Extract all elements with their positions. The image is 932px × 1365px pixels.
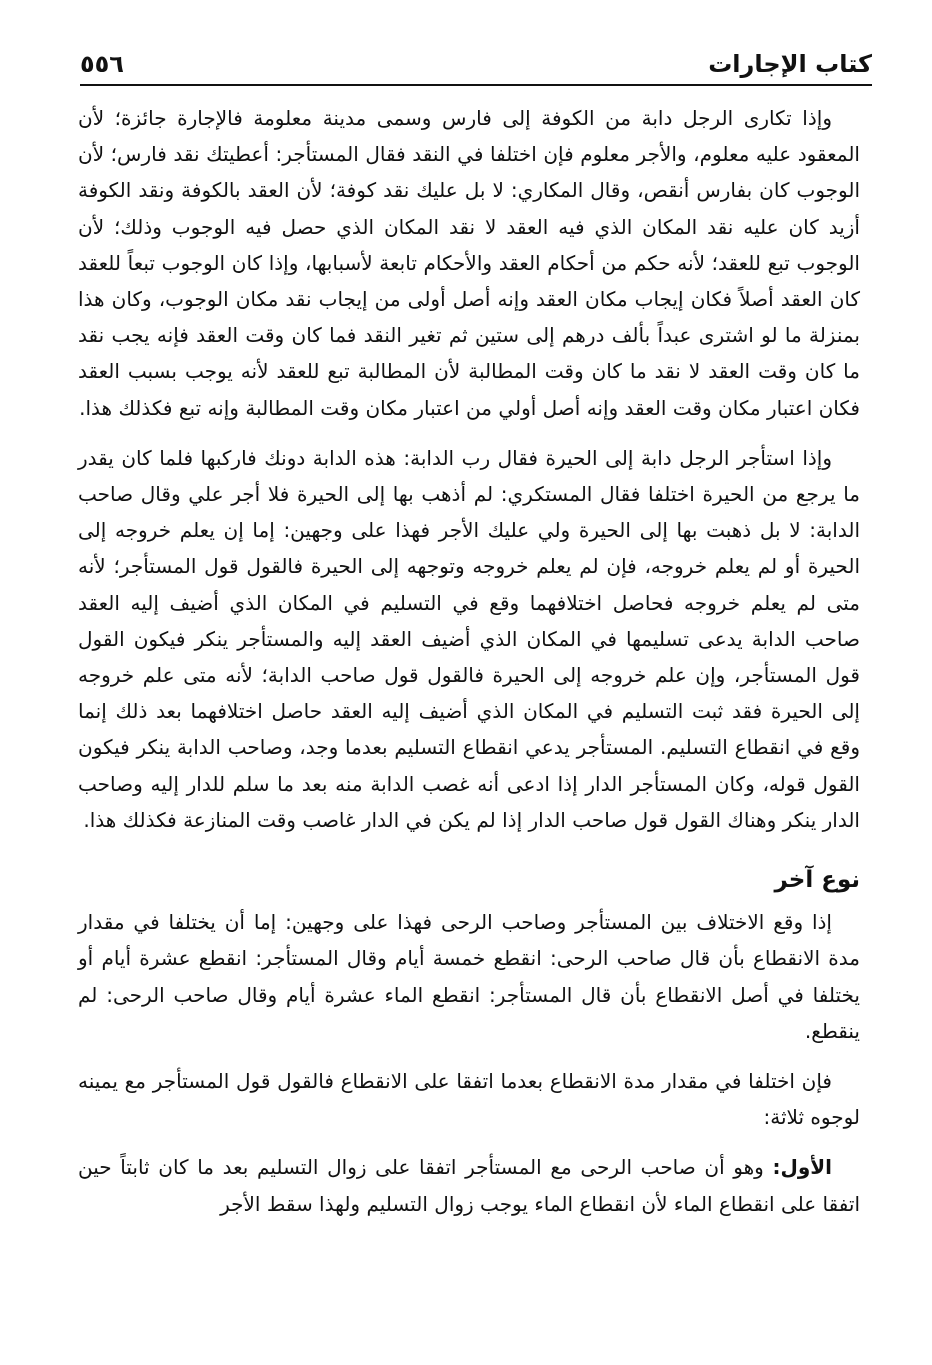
book-title: كتاب الإجارات [708,50,872,78]
paragraph-mill-dispute: إذا وقع الاختلاف بين المستأجر وصاحب الرحى فهذا على وجهين: إما أن يختلفا في مقدار مدة الانقطاع بأن قال صاحب الرحى: انقطع خمسة أيام وقال المستأجر: انقطع عشرة أيام أو يختلفا في أصل الانقطاع بأن قال المستأجر: انقطع الماء عشرة أيام وقال صاحب الرحى: لم ينقطع. [78,910,860,1043]
page-body [78,100,860,1222]
running-header [80,38,872,78]
first-reason-text: وهو أن صاحب الرحى مع المستأجر اتفقا على زوال التسليم بعد ما كان ثابتاً حين اتفقا على انقطاع الماء لأن انقطاع الماء يوجب زوال التسليم ولهذا سقط الأجر [78,1155,860,1216]
paragraph-first-reason [78,1149,860,1221]
first-reason-label: الأول: [772,1155,832,1180]
paragraph-rental-currency: وإذا تكارى الرجل دابة من الكوفة إلى فارس وسمى مدينة معلومة فالإجارة جائزة؛ لأن المعقود عليه معلوم، والأجر معلوم فإن اختلفا في النقد فقال المستأجر: أعطيتك نقد فارس؛ لأن الوجوب كان بفارس أنقص، وقال المكاري: لا بل عليك نقد كوفة؛ لأن العقد بالكوفة ونقد الكوفة أزيد كان عليه نقد المكان الذي فيه العقد لا نقد المكان الذي حصل فيه الوجوب وذلك؛ لأن الوجوب تبع للعقد؛ لأنه حكم من أحكام العقد والأحكام تابعة لأسبابها، وإذا كان الوجوب تبعاً للعقد كان العقد أصلاً فكان إيجاب مكان العقد وإنه أصل أولى من إيجاب نقد مكان الوجوب، وكان هذا بمنزلة ما لو اشترى عبداً بألف درهم إلى ستين ثم تغير النقد فما كان وقت العقد فإنه يجب نقد ما كان وقت العقد لا نقد ما كان وقت المطالبة لأن المطالبة تبع للعقد لأنه يوجب بسبب العقد فكان اعتبار مكان وقت العقد وإنه أصل أولي من اعتبار مكان وقت المطالبة وإنه تبع فكذلك هذا. [78,106,860,420]
paragraph-interruption-duration: فإن اختلفا في مقدار مدة الانقطاع بعدما اتفقا على الانقطاع فالقول قول المستأجر مع يمينه لوجوه ثلاثة: [78,1069,860,1130]
paragraph-hira-dispute: وإذا استأجر الرجل دابة إلى الحيرة فقال رب الدابة: هذه الدابة دونك فاركبها فلما كان يقدر ما يرجع من الحيرة اختلفا فقال المستكري: لم أذهب بها إلى الحيرة فلا أجر علي وقال صاحب الدابة: لا بل ذهبت بها إلى الحيرة ولي عليك الأجر فهذا على وجهين: إما إن يعلم خروجه إلى الحيرة أو لم يعلم خروجه، فإن لم يعلم خروجه وتوجهه إلى الحيرة فالقول قول المستأجر؛ لأنه متى لم يعلم خروجه فحاصل اختلافهما وقع في التسليم في المكان الذي أضيف إليه العقد صاحب الدابة يدعى تسليمها في المكان الذي أضيف العقد إليه والمستأجر ينكر فيكون القول قول المستأجر، وإن علم خروجه إلى الحيرة فالقول قول صاحب الدابة؛ لأنه متى علم خروجه إلى الحيرة فقد ثبت التسليم في المكان الذي أضيف إليه العقد حاصل اختلافهما بعد ذلك إنما وقع في انقطاع التسليم. المستأجر يدعي انقطاع التسليم بعدما وجد، وصاحب الدابة ينكر فيكون القول قوله، وكان المستأجر الدار إذا ادعى أنه غصب الدابة منه بعد ما سلم للدار إليه وصاحب الدار ينكر وهناك القول قول صاحب الدار إذا لم يكن في الدار غاصب وقت المنازعة فكذلك هذا. [78,445,860,832]
page-number: ٥٥٦ [80,50,124,78]
section-heading: نوع آخر [774,867,860,894]
header-divider [80,84,872,86]
